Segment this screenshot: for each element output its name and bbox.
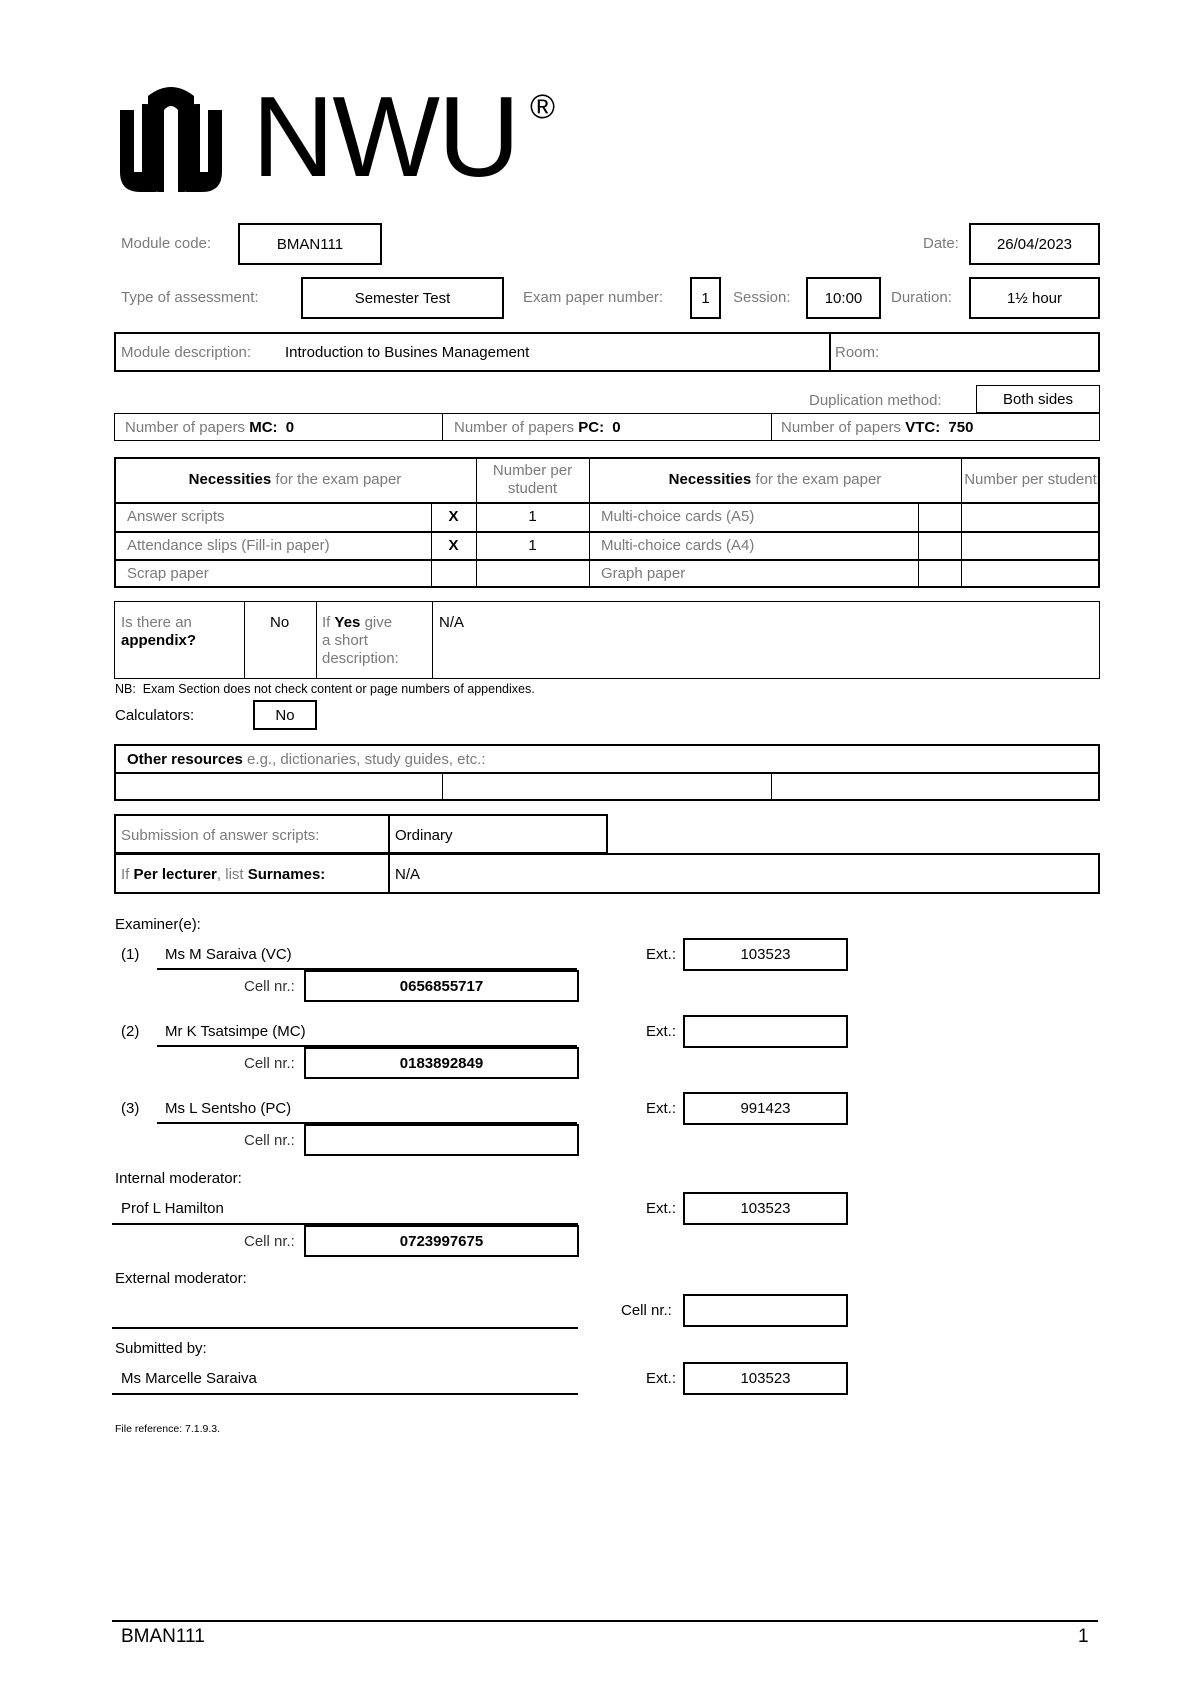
nec-right-mark-3	[918, 559, 961, 588]
papers-divider-2	[771, 413, 772, 441]
submitted-by-ext-label: Ext.:	[646, 1370, 677, 1387]
date-field: 26/04/2023	[969, 223, 1100, 265]
external-moderator-cell-label: Cell nr.:	[621, 1302, 672, 1319]
examiner-2-ext-label: Ext.:	[646, 1023, 677, 1040]
examiner-3-num: (3)	[121, 1100, 140, 1117]
papers-pc-label: Number of papers	[454, 419, 575, 436]
nec-right-item-1: Multi-choice cards (A5)	[601, 508, 755, 525]
papers-pc-key: PC:	[578, 419, 605, 436]
nec-header-right-rest: for the exam paper	[751, 471, 882, 488]
duplication-field: Both sides	[976, 385, 1100, 413]
examiner-2-name: Mr K Tsatsimpe (MC)	[165, 1023, 306, 1040]
appendix-if-rest3: description:	[322, 650, 399, 667]
nwu-wordmark: NWU	[252, 74, 519, 201]
nec-number-header-right: Number per student	[964, 470, 1097, 488]
appendix-divider-2	[316, 601, 317, 679]
module-code-label: Module code:	[121, 235, 212, 252]
nec-left-item-2: Attendance slips (Fill-in paper)	[127, 536, 330, 554]
examiner-1-cell-field: 0656855717	[304, 970, 579, 1002]
examiner-1-cell-label: Cell nr.:	[244, 978, 295, 995]
examiner-1-name: Ms M Saraiva (VC)	[165, 946, 292, 963]
appendix-if-rest2: a short	[322, 632, 368, 649]
nec-right-item-3: Graph paper	[601, 565, 686, 582]
internal-moderator-name: Prof L Hamilton	[121, 1200, 224, 1217]
duplication-label: Duplication method:	[809, 392, 942, 409]
internal-moderator-title: Internal moderator:	[115, 1170, 242, 1187]
other-resources-hline	[114, 772, 1100, 774]
per-lecturer-bold: Per lecturer	[133, 866, 217, 883]
internal-moderator-ext-field: 103523	[683, 1192, 848, 1225]
examiner-3-cell-field	[304, 1124, 579, 1156]
module-description-label: Module description:	[121, 344, 252, 361]
footer-rule	[112, 1620, 1098, 1622]
appendix-q2: appendix?	[121, 632, 197, 649]
examiner-3-ext-label: Ext.:	[646, 1100, 677, 1117]
appendix-table	[114, 601, 1100, 679]
nec-right-item-2: Multi-choice cards (A4)	[601, 536, 755, 554]
examiners-title: Examiner(e):	[115, 916, 201, 933]
papers-mc-key: MC:	[249, 419, 278, 436]
appendix-divider-1	[244, 601, 245, 679]
nec-right-mark-1	[918, 502, 961, 531]
file-reference: File reference: 7.1.9.3.	[115, 1423, 221, 1435]
external-moderator-underline	[112, 1327, 578, 1329]
footer-page-number: 1	[1078, 1626, 1089, 1647]
papers-mc-label: Number of papers	[125, 419, 246, 436]
nwu-logo	[112, 74, 572, 201]
nec-left-number-2: 1	[528, 536, 537, 554]
other-resources-rest: e.g., dictionaries, study guides, etc.:	[242, 751, 486, 768]
nec-header-left-rest: for the exam paper	[271, 471, 402, 488]
duration-label: Duration:	[891, 289, 952, 306]
other-resources-label	[127, 751, 486, 768]
module-description-value: Introduction to Busines Management	[285, 344, 530, 361]
surnames-value: N/A	[395, 866, 421, 883]
papers-vtc	[781, 419, 973, 436]
nec-right-number-1	[961, 502, 1100, 531]
submission-label: Submission of answer scripts:	[121, 827, 320, 844]
examiner-2-cell-field: 0183892849	[304, 1047, 579, 1079]
examiner-1-ext-label: Ext.:	[646, 946, 677, 963]
nec-left-mark-3	[431, 559, 476, 588]
examiner-3-cell-label: Cell nr.:	[244, 1132, 295, 1149]
nec-header-left-bold: Necessities	[188, 471, 272, 488]
other-resources-divider-2	[771, 772, 772, 801]
submitted-by-title: Submitted by:	[115, 1340, 207, 1357]
footer-module-code: BMAN111	[121, 1626, 205, 1647]
examiner-3-ext-field: 991423	[683, 1092, 848, 1125]
nec-left-number-3	[476, 559, 589, 588]
exam-paper-field: 1	[690, 277, 721, 319]
other-resources-bold: Other resources	[127, 751, 243, 768]
appendix-note: NB: Exam Section does not check content or page numbers of appendixes.	[115, 682, 535, 696]
other-resources-divider-1	[442, 772, 443, 801]
registered-mark: ®	[530, 88, 556, 126]
submission-value: Ordinary	[395, 827, 453, 844]
examiner-3-name: Ms L Sentsho (PC)	[165, 1100, 292, 1117]
module-description-row	[114, 332, 1100, 372]
session-field: 10:00	[806, 277, 881, 319]
submitted-by-underline	[112, 1393, 578, 1395]
nec-left-mark-1: X	[448, 508, 459, 525]
nwu-emblem-icon	[112, 80, 230, 200]
type-field: Semester Test	[301, 277, 504, 319]
calculators-field: No	[253, 700, 317, 730]
papers-vtc-key: VTC:	[905, 419, 941, 436]
date-label: Date:	[923, 235, 959, 252]
appendix-q1: Is there an	[121, 614, 192, 631]
papers-mc	[125, 419, 294, 436]
nec-left-mark-2: X	[448, 536, 459, 554]
examiner-1-ext-field: 103523	[683, 938, 848, 971]
description-divider	[829, 332, 831, 372]
nec-left-item-3: Scrap paper	[127, 565, 209, 582]
internal-moderator-ext-label: Ext.:	[646, 1200, 677, 1217]
session-label: Session:	[733, 289, 791, 306]
examiner-1-num: (1)	[121, 946, 140, 963]
internal-moderator-cell-field: 0723997675	[304, 1225, 579, 1257]
room-label: Room:	[835, 344, 880, 361]
nec-header-left	[114, 457, 476, 502]
module-code-field: BMAN111	[238, 223, 382, 265]
type-label: Type of assessment:	[121, 289, 259, 306]
appendix-if	[322, 614, 399, 668]
per-lecturer-label	[121, 866, 325, 883]
nec-right-number-2	[961, 531, 1100, 559]
nec-number-header-left: Number per student	[492, 461, 573, 497]
submitted-by-name: Ms Marcelle Saraiva	[121, 1370, 257, 1387]
nec-right-mark-2	[918, 531, 961, 559]
exam-paper-label: Exam paper number:	[523, 289, 664, 306]
appendix-divider-3	[432, 601, 433, 679]
papers-vtc-label: Number of papers	[781, 419, 902, 436]
papers-pc	[454, 419, 621, 436]
internal-moderator-cell-label: Cell nr.:	[244, 1233, 295, 1250]
per-lecturer-mid: , list	[216, 866, 244, 883]
calculators-label: Calculators:	[115, 707, 195, 724]
nec-header-right-bold: Necessities	[668, 471, 752, 488]
external-moderator-cell-field	[683, 1294, 848, 1327]
nec-left-item-1: Answer scripts	[127, 508, 225, 525]
examiner-2-ext-field	[683, 1015, 848, 1048]
appendix-if-prefix: If	[322, 614, 331, 631]
papers-vtc-value: 750	[948, 419, 974, 436]
appendix-answer: No	[270, 614, 290, 631]
submitted-by-ext-field: 103523	[683, 1362, 848, 1395]
appendix-question	[121, 614, 196, 650]
nec-header-right	[589, 457, 961, 502]
external-moderator-title: External moderator:	[115, 1270, 247, 1287]
papers-divider-1	[442, 413, 443, 441]
examiner-2-cell-label: Cell nr.:	[244, 1055, 295, 1072]
papers-pc-value: 0	[612, 419, 621, 436]
appendix-description: N/A	[439, 614, 465, 631]
per-lecturer-bold2: Surnames:	[247, 866, 326, 883]
per-lecturer-prefix: If	[121, 866, 130, 883]
papers-mc-value: 0	[285, 419, 295, 436]
nec-left-number-1: 1	[528, 508, 537, 525]
appendix-if-bold: Yes	[334, 614, 361, 631]
duration-field: 1½ hour	[969, 277, 1100, 319]
appendix-if-rest1: give	[364, 614, 393, 631]
examiner-2-num: (2)	[121, 1023, 140, 1040]
nec-right-number-3	[961, 559, 1100, 588]
